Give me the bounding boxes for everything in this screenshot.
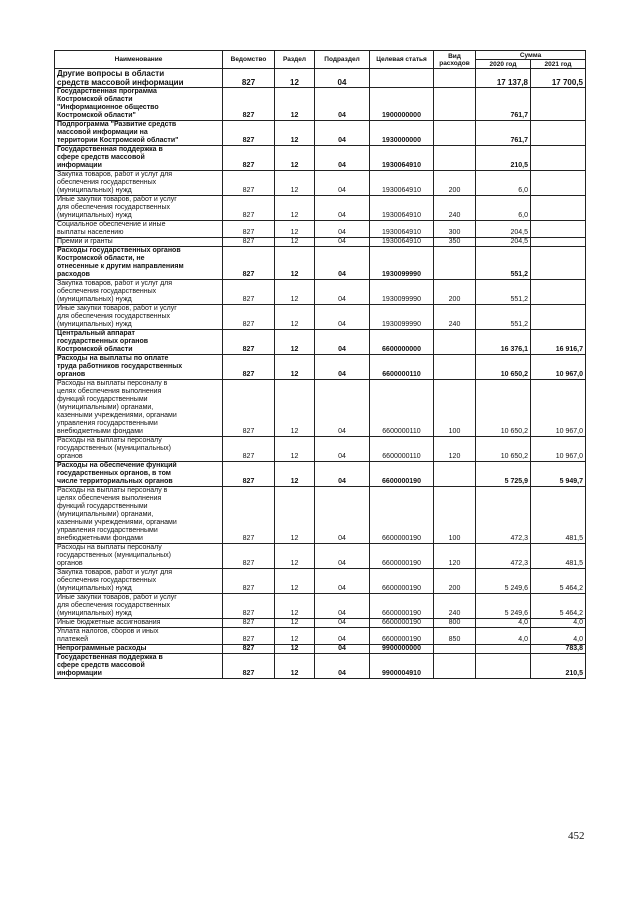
cell-sec: 12 bbox=[275, 247, 315, 280]
cell-name: Иные закупки товаров, работ и услуг для обеспечения государственных (муниципальных) нужд bbox=[55, 594, 223, 619]
cell-sec: 12 bbox=[275, 380, 315, 437]
cell-name: Расходы на выплаты персоналу в целях обеспечения выполнения функций государственными (муниципальными) органами, казенными учреждениями, органами управления государственными внебюджетными фондами bbox=[55, 380, 223, 437]
cell-y2020: 761,7 bbox=[476, 121, 531, 146]
cell-kind: 240 bbox=[434, 305, 476, 330]
cell-kind: 240 bbox=[434, 196, 476, 221]
cell-dept: 827 bbox=[223, 462, 275, 487]
budget-table bbox=[54, 50, 586, 679]
cell-y2020: 10 650,2 bbox=[476, 437, 531, 462]
cell-name: Иные бюджетные ассигнования bbox=[55, 619, 223, 628]
cell-kind: 350 bbox=[434, 238, 476, 247]
cell-y2020: 5 249,6 bbox=[476, 594, 531, 619]
cell-dept: 827 bbox=[223, 221, 275, 238]
cell-dept: 827 bbox=[223, 330, 275, 355]
cell-y2020: 551,2 bbox=[476, 305, 531, 330]
cell-sec: 12 bbox=[275, 462, 315, 487]
cell-sec: 12 bbox=[275, 544, 315, 569]
cell-y2021: 4,0 bbox=[531, 619, 586, 628]
cell-kind bbox=[434, 121, 476, 146]
cell-dept: 827 bbox=[223, 594, 275, 619]
cell-sub: 04 bbox=[315, 305, 370, 330]
cell-sec: 12 bbox=[275, 69, 315, 88]
cell-sub: 04 bbox=[315, 594, 370, 619]
cell-target: 6600000190 bbox=[370, 487, 434, 544]
cell-y2021 bbox=[531, 171, 586, 196]
cell-target: 6600000190 bbox=[370, 544, 434, 569]
cell-sec: 12 bbox=[275, 305, 315, 330]
cell-y2021: 17 700,5 bbox=[531, 69, 586, 88]
cell-target: 1930099990 bbox=[370, 247, 434, 280]
cell-name: Другие вопросы в области средств массовой информации bbox=[55, 69, 223, 88]
cell-y2020: 5 249,6 bbox=[476, 569, 531, 594]
cell-y2021: 481,5 bbox=[531, 487, 586, 544]
cell-target: 6600000110 bbox=[370, 437, 434, 462]
cell-sec: 12 bbox=[275, 355, 315, 380]
cell-sec: 12 bbox=[275, 628, 315, 645]
cell-sec: 12 bbox=[275, 654, 315, 679]
cell-sub: 04 bbox=[315, 330, 370, 355]
cell-name: Расходы на выплаты персоналу в целях обеспечения выполнения функций государственными (муниципальными) органами, казенными учреждениями, органами управления государственными внебюджетными фондами bbox=[55, 487, 223, 544]
table-row bbox=[55, 645, 586, 654]
cell-sub: 04 bbox=[315, 69, 370, 88]
cell-target bbox=[370, 69, 434, 88]
cell-y2021 bbox=[531, 121, 586, 146]
cell-dept: 827 bbox=[223, 280, 275, 305]
table-row bbox=[55, 196, 586, 221]
cell-target: 6600000190 bbox=[370, 619, 434, 628]
cell-sub: 04 bbox=[315, 628, 370, 645]
cell-y2021 bbox=[531, 221, 586, 238]
cell-dept: 827 bbox=[223, 247, 275, 280]
cell-kind bbox=[434, 330, 476, 355]
cell-sec: 12 bbox=[275, 437, 315, 462]
cell-y2021: 210,5 bbox=[531, 654, 586, 679]
cell-y2021: 10 967,0 bbox=[531, 437, 586, 462]
cell-sec: 12 bbox=[275, 121, 315, 146]
table-row bbox=[55, 88, 586, 121]
cell-y2020: 10 650,2 bbox=[476, 380, 531, 437]
cell-dept: 827 bbox=[223, 305, 275, 330]
cell-y2021 bbox=[531, 247, 586, 280]
cell-y2020: 6,0 bbox=[476, 196, 531, 221]
table-row bbox=[55, 380, 586, 437]
table-row bbox=[55, 305, 586, 330]
cell-kind bbox=[434, 69, 476, 88]
cell-name: Государственная поддержка в сфере средств массовой информации bbox=[55, 146, 223, 171]
table-row bbox=[55, 355, 586, 380]
cell-sub: 04 bbox=[315, 88, 370, 121]
cell-target: 1930064910 bbox=[370, 146, 434, 171]
table-row bbox=[55, 69, 586, 88]
cell-name: Иные закупки товаров, работ и услуг для обеспечения государственных (муниципальных) нужд bbox=[55, 196, 223, 221]
cell-name: Расходы на обеспечение функций государственных органов, в том числе территориальных органов bbox=[55, 462, 223, 487]
page-number: 452 bbox=[568, 830, 585, 842]
cell-name: Расходы на выплаты персоналу государственных (муниципальных) органов bbox=[55, 544, 223, 569]
cell-target: 1930064910 bbox=[370, 196, 434, 221]
cell-target: 6600000000 bbox=[370, 330, 434, 355]
cell-sub: 04 bbox=[315, 380, 370, 437]
cell-kind: 200 bbox=[434, 280, 476, 305]
cell-sub: 04 bbox=[315, 619, 370, 628]
cell-kind bbox=[434, 88, 476, 121]
cell-kind bbox=[434, 645, 476, 654]
header-subsection: Подраздел bbox=[315, 51, 370, 69]
cell-target: 6600000190 bbox=[370, 628, 434, 645]
cell-y2021: 16 916,7 bbox=[531, 330, 586, 355]
table-row bbox=[55, 594, 586, 619]
cell-y2021: 4,0 bbox=[531, 628, 586, 645]
cell-name: Государственная программа Костромской области "Информационное общество Костромской области" bbox=[55, 88, 223, 121]
cell-sub: 04 bbox=[315, 487, 370, 544]
table-row bbox=[55, 544, 586, 569]
cell-kind bbox=[434, 247, 476, 280]
table-row bbox=[55, 569, 586, 594]
cell-target: 1930000000 bbox=[370, 121, 434, 146]
header-target: Целевая статья bbox=[370, 51, 434, 69]
cell-dept: 827 bbox=[223, 544, 275, 569]
cell-kind: 240 bbox=[434, 594, 476, 619]
cell-y2020: 4,0 bbox=[476, 619, 531, 628]
cell-name: Уплата налогов, сборов и иных платежей bbox=[55, 628, 223, 645]
cell-y2020: 551,2 bbox=[476, 280, 531, 305]
cell-target: 6600000110 bbox=[370, 380, 434, 437]
cell-kind bbox=[434, 146, 476, 171]
header-name: Наименование bbox=[55, 51, 223, 69]
cell-name: Непрограммные расходы bbox=[55, 645, 223, 654]
cell-sub: 04 bbox=[315, 544, 370, 569]
cell-y2021: 10 967,0 bbox=[531, 380, 586, 437]
cell-sec: 12 bbox=[275, 221, 315, 238]
cell-name: Центральный аппарат государственных органов Костромской области bbox=[55, 330, 223, 355]
table-row bbox=[55, 221, 586, 238]
cell-name: Расходы на выплаты по оплате труда работников государственных органов bbox=[55, 355, 223, 380]
cell-sec: 12 bbox=[275, 330, 315, 355]
cell-sub: 04 bbox=[315, 654, 370, 679]
cell-sub: 04 bbox=[315, 645, 370, 654]
cell-y2021 bbox=[531, 280, 586, 305]
cell-y2020: 204,5 bbox=[476, 221, 531, 238]
cell-target: 9900000000 bbox=[370, 645, 434, 654]
cell-target: 9900004910 bbox=[370, 654, 434, 679]
cell-target: 6600000110 bbox=[370, 355, 434, 380]
table-row bbox=[55, 146, 586, 171]
cell-y2021 bbox=[531, 146, 586, 171]
cell-y2021: 5 949,7 bbox=[531, 462, 586, 487]
cell-name: Закупка товаров, работ и услуг для обеспечения государственных (муниципальных) нужд bbox=[55, 171, 223, 196]
header-2020: 2020 год bbox=[476, 60, 531, 69]
cell-sec: 12 bbox=[275, 280, 315, 305]
cell-name: Закупка товаров, работ и услуг для обеспечения государственных (муниципальных) нужд bbox=[55, 280, 223, 305]
cell-kind bbox=[434, 355, 476, 380]
cell-target: 6600000190 bbox=[370, 462, 434, 487]
cell-sec: 12 bbox=[275, 487, 315, 544]
cell-sub: 04 bbox=[315, 146, 370, 171]
cell-name: Расходы на выплаты персоналу государственных (муниципальных) органов bbox=[55, 437, 223, 462]
cell-sub: 04 bbox=[315, 171, 370, 196]
table-row bbox=[55, 654, 586, 679]
cell-sec: 12 bbox=[275, 645, 315, 654]
cell-name: Премии и гранты bbox=[55, 238, 223, 247]
cell-dept: 827 bbox=[223, 628, 275, 645]
cell-target: 1930064910 bbox=[370, 238, 434, 247]
cell-dept: 827 bbox=[223, 619, 275, 628]
cell-sec: 12 bbox=[275, 619, 315, 628]
cell-target: 1930064910 bbox=[370, 221, 434, 238]
cell-y2021 bbox=[531, 305, 586, 330]
cell-dept: 827 bbox=[223, 355, 275, 380]
table-row bbox=[55, 171, 586, 196]
cell-sec: 12 bbox=[275, 238, 315, 247]
cell-kind: 800 bbox=[434, 619, 476, 628]
cell-dept: 827 bbox=[223, 69, 275, 88]
cell-name: Расходы государственных органов Костромской области, не отнесенные к другим направлениям расходов bbox=[55, 247, 223, 280]
cell-target: 6600000190 bbox=[370, 594, 434, 619]
cell-name: Социальное обеспечение и иные выплаты населению bbox=[55, 221, 223, 238]
cell-dept: 827 bbox=[223, 88, 275, 121]
cell-y2021: 481,5 bbox=[531, 544, 586, 569]
cell-y2020: 4,0 bbox=[476, 628, 531, 645]
cell-sub: 04 bbox=[315, 462, 370, 487]
cell-y2020: 16 376,1 bbox=[476, 330, 531, 355]
cell-sub: 04 bbox=[315, 121, 370, 146]
table-row bbox=[55, 619, 586, 628]
cell-sub: 04 bbox=[315, 196, 370, 221]
cell-dept: 827 bbox=[223, 121, 275, 146]
cell-kind: 850 bbox=[434, 628, 476, 645]
cell-sec: 12 bbox=[275, 569, 315, 594]
cell-target: 1930064910 bbox=[370, 171, 434, 196]
cell-dept: 827 bbox=[223, 196, 275, 221]
table-body bbox=[55, 69, 586, 679]
cell-sec: 12 bbox=[275, 146, 315, 171]
cell-target: 1900000000 bbox=[370, 88, 434, 121]
cell-y2020: 204,5 bbox=[476, 238, 531, 247]
cell-kind: 200 bbox=[434, 569, 476, 594]
cell-name: Закупка товаров, работ и услуг для обеспечения государственных (муниципальных) нужд bbox=[55, 569, 223, 594]
cell-y2020: 472,3 bbox=[476, 487, 531, 544]
cell-kind: 120 bbox=[434, 544, 476, 569]
cell-kind: 300 bbox=[434, 221, 476, 238]
cell-dept: 827 bbox=[223, 487, 275, 544]
table-row bbox=[55, 462, 586, 487]
table-row bbox=[55, 121, 586, 146]
cell-y2021: 783,8 bbox=[531, 645, 586, 654]
cell-y2021 bbox=[531, 238, 586, 247]
header-kind: Вид расходов bbox=[434, 51, 476, 69]
cell-target: 6600000190 bbox=[370, 569, 434, 594]
cell-dept: 827 bbox=[223, 171, 275, 196]
cell-sub: 04 bbox=[315, 221, 370, 238]
cell-y2020 bbox=[476, 645, 531, 654]
cell-sub: 04 bbox=[315, 280, 370, 305]
cell-sec: 12 bbox=[275, 171, 315, 196]
table-row bbox=[55, 487, 586, 544]
cell-y2020: 10 650,2 bbox=[476, 355, 531, 380]
table-row bbox=[55, 330, 586, 355]
cell-sub: 04 bbox=[315, 355, 370, 380]
cell-y2020 bbox=[476, 654, 531, 679]
cell-target: 1930099990 bbox=[370, 305, 434, 330]
table-row bbox=[55, 280, 586, 305]
cell-y2020: 210,5 bbox=[476, 146, 531, 171]
cell-sub: 04 bbox=[315, 247, 370, 280]
cell-dept: 827 bbox=[223, 380, 275, 437]
header-section: Раздел bbox=[275, 51, 315, 69]
header-dept: Ведомство bbox=[223, 51, 275, 69]
cell-kind: 200 bbox=[434, 171, 476, 196]
cell-y2020: 472,3 bbox=[476, 544, 531, 569]
cell-y2021 bbox=[531, 88, 586, 121]
cell-y2021: 5 464,2 bbox=[531, 569, 586, 594]
cell-kind bbox=[434, 462, 476, 487]
cell-y2020: 5 725,9 bbox=[476, 462, 531, 487]
cell-y2021: 5 464,2 bbox=[531, 594, 586, 619]
table-row bbox=[55, 628, 586, 645]
header-sum: Сумма bbox=[476, 51, 586, 60]
cell-dept: 827 bbox=[223, 238, 275, 247]
cell-sub: 04 bbox=[315, 437, 370, 462]
cell-sub: 04 bbox=[315, 569, 370, 594]
table-row bbox=[55, 238, 586, 247]
cell-name: Иные закупки товаров, работ и услуг для обеспечения государственных (муниципальных) нужд bbox=[55, 305, 223, 330]
cell-name: Государственная поддержка в сфере средств массовой информации bbox=[55, 654, 223, 679]
cell-y2021 bbox=[531, 196, 586, 221]
cell-y2020: 17 137,8 bbox=[476, 69, 531, 88]
cell-dept: 827 bbox=[223, 437, 275, 462]
cell-sub: 04 bbox=[315, 238, 370, 247]
cell-sec: 12 bbox=[275, 196, 315, 221]
cell-dept: 827 bbox=[223, 569, 275, 594]
cell-y2020: 551,2 bbox=[476, 247, 531, 280]
cell-kind: 100 bbox=[434, 380, 476, 437]
cell-kind: 100 bbox=[434, 487, 476, 544]
cell-sec: 12 bbox=[275, 594, 315, 619]
cell-dept: 827 bbox=[223, 146, 275, 171]
cell-target: 1930099990 bbox=[370, 280, 434, 305]
cell-kind: 120 bbox=[434, 437, 476, 462]
table-row bbox=[55, 437, 586, 462]
cell-kind bbox=[434, 654, 476, 679]
cell-y2020: 6,0 bbox=[476, 171, 531, 196]
cell-dept: 827 bbox=[223, 645, 275, 654]
cell-y2021: 10 967,0 bbox=[531, 355, 586, 380]
header-2021: 2021 год bbox=[531, 60, 586, 69]
cell-y2020: 761,7 bbox=[476, 88, 531, 121]
table-row bbox=[55, 247, 586, 280]
cell-name: Подпрограмма "Развитие средств массовой информации на территории Костромской области" bbox=[55, 121, 223, 146]
cell-sec: 12 bbox=[275, 88, 315, 121]
cell-dept: 827 bbox=[223, 654, 275, 679]
